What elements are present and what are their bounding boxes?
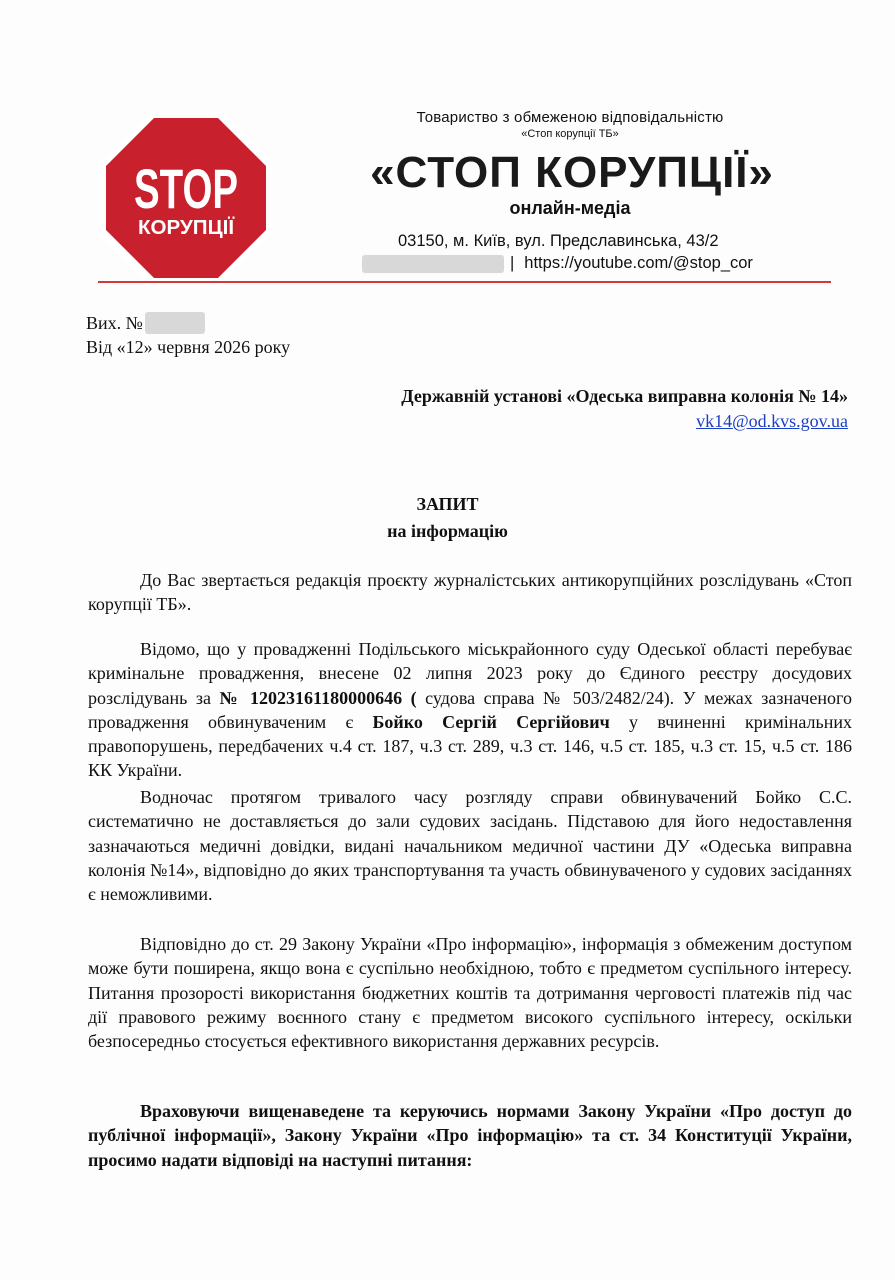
logo-stop-text: STOP	[134, 157, 238, 220]
brand-title: «СТОП КОРУПЦІЇ»	[370, 148, 774, 197]
header-divider	[98, 281, 831, 283]
defendant-name: Бойко Сергій Сергійович	[372, 711, 610, 732]
letter-date: Від «12» червня 2026 року	[86, 337, 291, 357]
org-full-name: Товариство з обмеженою відповідальністю	[416, 109, 724, 126]
document-title: ЗАПИТ	[416, 494, 479, 514]
paragraph-case: Відомо, що у провадженні Подільського міськрайонного суду Одеської області перебуває кримінальне провадження, внесене 02 липня 2023 року до Єдиного реєстру досудових розслідувань за № 12023161180000646 ( судова справа № 503/2482/24). У межах зазначеного провадження обвинуваченим є Бойко Сергій Сергійович у вчиненні кримінальних правопорушень, передбачених ч.4 ст. 187, ч.3 ст. 289, ч.3 ст. 146, ч.5 ст. 185, ч.3 ст. 15, ч.5 ст. 186 КК України.	[88, 639, 852, 781]
redacted-number	[145, 312, 205, 334]
youtube-link[interactable]: https://youtube.com/@stop_cor	[524, 254, 753, 272]
recipient-name: Державній установі «Одеська виправна колонія № 14»	[401, 386, 848, 406]
org-short-name: «Стоп корупції ТБ»	[521, 128, 619, 140]
recipient-email-link[interactable]: vk14@od.kvs.gov.ua	[696, 411, 848, 431]
paragraph-intro: До Вас звертається редакція проєкту журналістських антикорупційних розслідувань «Стоп корупції ТБ».	[88, 570, 852, 615]
paragraph-request: Враховуючи вищенаведене та керуючись нормами Закону України «Про доступ до публічної інформації», Закону України «Про інформацію» та ст. 34 Конституції України, просимо надати відповіді на наступні питання:	[88, 1101, 852, 1170]
outgoing-label: Вих. №	[86, 312, 143, 333]
outgoing-number	[86, 312, 205, 334]
redacted-contact	[362, 255, 504, 273]
address: 03150, м. Київ, вул. Предславинська, 43/2	[398, 232, 719, 250]
case-number: № 12023161180000646 (	[219, 687, 417, 708]
stop-sign-logo	[100, 112, 272, 284]
contact-separator: |	[510, 254, 515, 272]
paragraph-absence: Водночас протягом тривалого часу розгляду справи обвинувачений Бойко С.С. систематично не доставляється до зали судових засідань. Підставою для його недоставлення зазначаються медичні довідки, видані начальником медичної частини ДУ «Одеська виправна колонія №14», відповідно до яких транспортування та участь обвинуваченого у судових засіданнях є неможливими.	[88, 787, 852, 905]
logo-corruption-text: КОРУПЦІЇ	[138, 217, 232, 239]
contact-row	[362, 254, 753, 273]
document-subtitle: на інформацію	[387, 521, 508, 541]
paragraph-law: Відповідно до ст. 29 Закону України «Про інформацію», інформація з обмеженим доступом може бути поширена, якщо вона є суспільно необхідною, тобто є предметом суспільного інтересу. Питання прозорості використання бюджетних коштів та дотримання черговості платежів під час дії правового режиму воєнного стану є предметом високого суспільного інтересу, оскільки безпосередньо стосується ефективного використання державних ресурсів.	[88, 934, 852, 1052]
media-label: онлайн-медіа	[509, 198, 631, 218]
